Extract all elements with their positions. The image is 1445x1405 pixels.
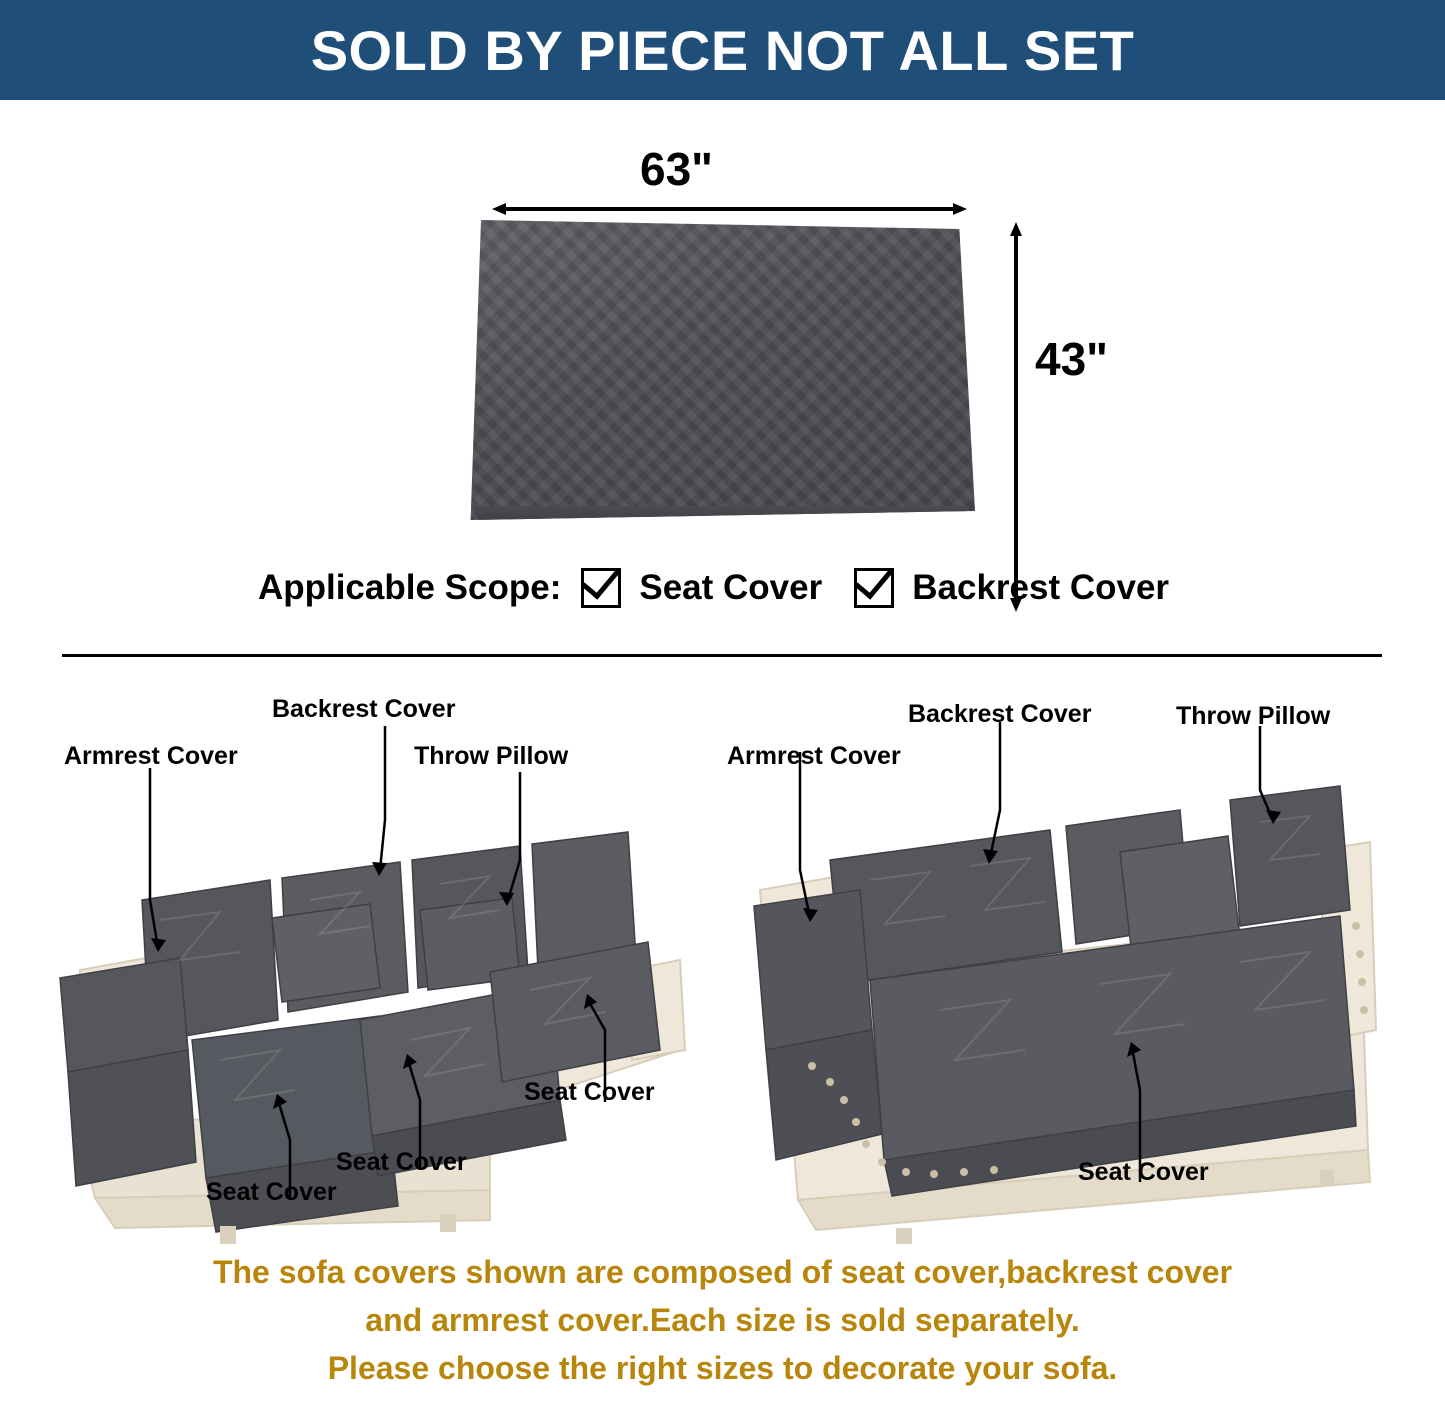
right-three-seat-sofa-image xyxy=(720,730,1400,1250)
height-arrow-icon xyxy=(1010,222,1022,612)
footer-line-1: The sofa covers shown are composed of seat cover,backrest cover xyxy=(212,1254,1233,1290)
scope-item-backrest-cover: Backrest Cover xyxy=(912,568,1170,607)
right-callout-backrest-cover: Backrest Cover xyxy=(908,700,1092,728)
left-callout-seat-cover-middle: Seat Cover xyxy=(336,1148,467,1176)
width-arrow-icon xyxy=(492,203,967,215)
footer-line-3: Please choose the right sizes to decorate your sofa. xyxy=(327,1350,1118,1386)
checkbox-backrest-cover-icon xyxy=(854,568,894,608)
banner-title: SOLD BY PIECE NOT ALL SET xyxy=(310,18,1135,82)
footer-note xyxy=(0,1248,1445,1392)
scope-item-seat-cover: Seat Cover xyxy=(639,568,823,607)
width-dimension-label: 63" xyxy=(640,143,713,195)
applicable-scope-row xyxy=(0,568,1445,608)
right-callout-throw-pillow: Throw Pillow xyxy=(1176,702,1331,730)
section-divider xyxy=(62,654,1382,657)
footer-line-2: and armrest cover.Each size is sold separately. xyxy=(365,1302,1080,1338)
left-callout-seat-cover-left: Seat Cover xyxy=(206,1178,337,1206)
left-callout-seat-cover-right: Seat Cover xyxy=(524,1078,655,1106)
sofa-illustrations xyxy=(0,660,1445,1250)
left-callout-throw-pillow: Throw Pillow xyxy=(414,742,569,770)
dimension-diagram xyxy=(0,100,1445,560)
left-callout-armrest-cover: Armrest Cover xyxy=(64,742,238,770)
checkbox-seat-cover-icon xyxy=(581,568,621,608)
height-dimension-label: 43" xyxy=(1035,333,1108,385)
right-callout-armrest-cover: Armrest Cover xyxy=(727,742,901,770)
product-cover-swatch xyxy=(455,220,975,520)
right-callout-seat-cover: Seat Cover xyxy=(1078,1158,1209,1186)
left-callout-backrest-cover: Backrest Cover xyxy=(272,695,456,723)
header-banner xyxy=(0,0,1445,100)
applicable-scope-label: Applicable Scope: xyxy=(257,568,562,607)
